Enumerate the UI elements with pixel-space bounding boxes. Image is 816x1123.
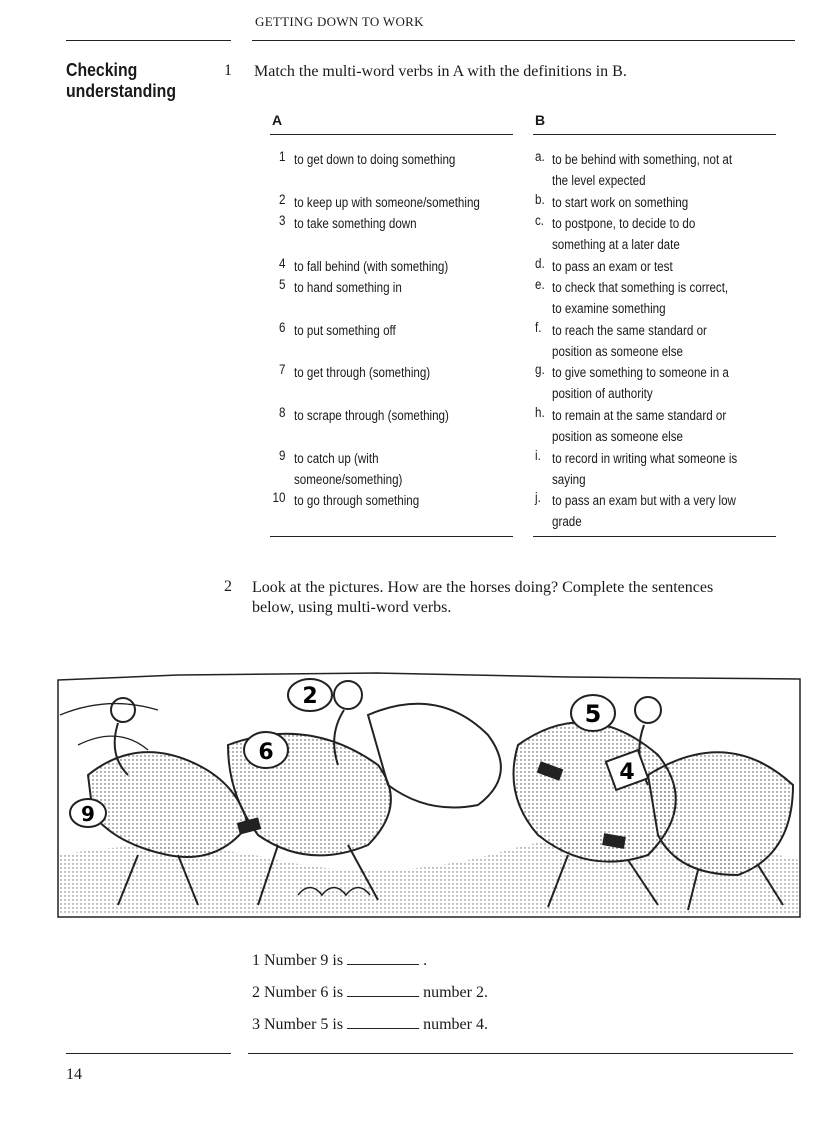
column-a-item-line: to get down to doing something [294,152,456,167]
exercise-2-instruction-line-2: below, using multi-word verbs. [252,599,452,616]
column-b-item-letter: a. [535,149,545,164]
page-number: 14 [66,1066,82,1083]
column-b-item-text [552,405,755,447]
column-b-item-letter: h. [535,405,545,420]
column-a-item-text [294,362,452,383]
horse-race-illustration [48,655,808,925]
horse-number-2: 2 [302,684,318,709]
column-a-item-text [294,213,437,234]
column-a-item-text [294,405,474,426]
column-b-item-line: something at a later date [552,237,680,252]
column-b-item-line: to give something to someone in a [552,365,729,380]
column-a-item-text [294,277,419,298]
column-a-item-line: to go through something [294,493,420,508]
column-b-item-line: saying [552,472,586,487]
side-heading [66,60,176,102]
column-a-item-line: to get through (something) [294,365,431,380]
exercise-2-instruction [252,578,797,618]
column-a-item-text [294,448,420,490]
column-b-item-line: position of authority [552,386,653,401]
column-a-item-number: 5 [279,277,286,292]
horse-number-6: 6 [258,740,274,765]
column-b-heading: B [535,112,546,128]
column-b-item-line: position as someone else [552,429,684,444]
column-a-item-line: to take something down [294,216,417,231]
column-a-item-number: 1 [279,149,286,164]
column-a-heading: A [272,112,283,128]
exercise-2-number: 2 [224,578,232,595]
column-b-top-rule [533,134,776,135]
column-b-item-line: grade [552,514,582,529]
completion-sentence [252,982,488,1002]
column-a-item-text [294,490,440,511]
column-a-item-number: 3 [279,213,286,228]
column-b-item-letter: i. [535,448,541,463]
exercise-1-instruction: Match the multi-word verbs in A with the definitions in B. [254,63,627,80]
horse-number-4: 4 [619,760,635,785]
horse-number-5: 5 [584,700,602,728]
column-a-item-line: to put something off [294,323,396,338]
column-b-item-text [552,277,757,319]
column-b-item-line: to pass an exam but with a very low [552,493,736,508]
column-a-item-number: 4 [279,256,286,271]
column-a-item-text [294,256,473,277]
answer-blank[interactable] [347,982,419,997]
running-head: GETTING DOWN TO WORK [255,14,424,29]
column-a-item-line: to hand something in [294,280,402,295]
sentence-start: 2 Number 6 is [252,984,344,1001]
answer-blank[interactable] [347,950,419,965]
column-b-item-line: to check that something is correct, [552,280,729,295]
column-b-item-text [552,149,761,191]
top-rule-left [66,40,231,41]
column-b-item-text [552,490,766,532]
column-b-item-letter: c. [535,213,545,228]
column-b-item-text [552,320,732,362]
column-a-item-number: 8 [279,405,286,420]
sentence-end: . [423,952,428,969]
column-b-item-line: to remain at the same standard or [552,408,727,423]
column-b-item-text [552,256,692,277]
side-heading-line-1: Checking [66,60,138,80]
column-b-item-letter: d. [535,256,545,271]
top-rule-right [252,40,795,41]
column-b-item-text [552,213,719,255]
exercise-1-number: 1 [224,62,232,79]
saddle-cloth-2 [288,679,332,711]
column-b-item-letter: g. [535,362,545,377]
column-b-item-line: to start work on something [552,195,689,210]
column-b-item-line: to examine something [552,301,666,316]
saddle-cloth-9 [70,799,106,827]
column-b-item-line: the level expected [552,173,646,188]
sentence-start: 1 Number 9 is [252,952,344,969]
column-b-item-line: position as someone else [552,344,684,359]
horse-race-drawing [48,655,808,925]
column-a-item-line: to scrape through (something) [294,408,449,423]
column-b-item-letter: j. [535,490,541,505]
saddle-cloth-6 [244,732,288,768]
column-b-item-letter: b. [535,192,545,207]
sentence-start: 3 Number 5 is [252,1016,344,1033]
column-a-item-number: 9 [279,448,286,463]
column-a-item-number: 6 [279,320,286,335]
column-a-item-text [294,192,510,213]
column-a-item-number: 2 [279,192,286,207]
column-b-item-letter: f. [535,320,542,335]
sentence-end: number 4. [423,1016,488,1033]
column-a-item-text [294,149,482,170]
column-a-top-rule [270,134,513,135]
column-b-item-text [552,362,758,404]
column-b-item-line: to reach the same standard or [552,323,707,338]
completion-sentence [252,950,427,970]
column-a-item-line: to keep up with someone/something [294,195,480,210]
saddle-cloth-5 [571,695,615,731]
column-a-bottom-rule [270,536,513,537]
horse-number-9: 9 [81,802,95,826]
completion-sentence [252,1014,488,1034]
column-a-item-line: to fall behind (with something) [294,259,449,274]
column-a-item-number: 7 [279,362,286,377]
column-b-item-line: to be behind with something, not at [552,152,733,167]
column-b-item-text [552,448,767,490]
column-a-item-line: someone/something) [294,472,403,487]
column-b-bottom-rule [533,536,776,537]
sentence-end: number 2. [423,984,488,1001]
column-b-item-line: to record in writing what someone is [552,451,738,466]
column-a-item-text [294,320,412,341]
exercise-2-instruction-line-1: Look at the pictures. How are the horses doing? Complete the sentences [252,579,714,596]
column-b-item-line: to postpone, to decide to do [552,216,696,231]
column-b-item-text [552,192,710,213]
column-a-item-line: to catch up (with [294,451,379,466]
side-heading-line-2: understanding [66,81,176,101]
answer-blank[interactable] [347,1014,419,1029]
bottom-rule-right [248,1053,793,1054]
bottom-rule-left [66,1053,231,1054]
column-b-item-letter: e. [535,277,545,292]
column-b-item-line: to pass an exam or test [552,259,673,274]
column-a-item-number: 10 [272,490,286,505]
